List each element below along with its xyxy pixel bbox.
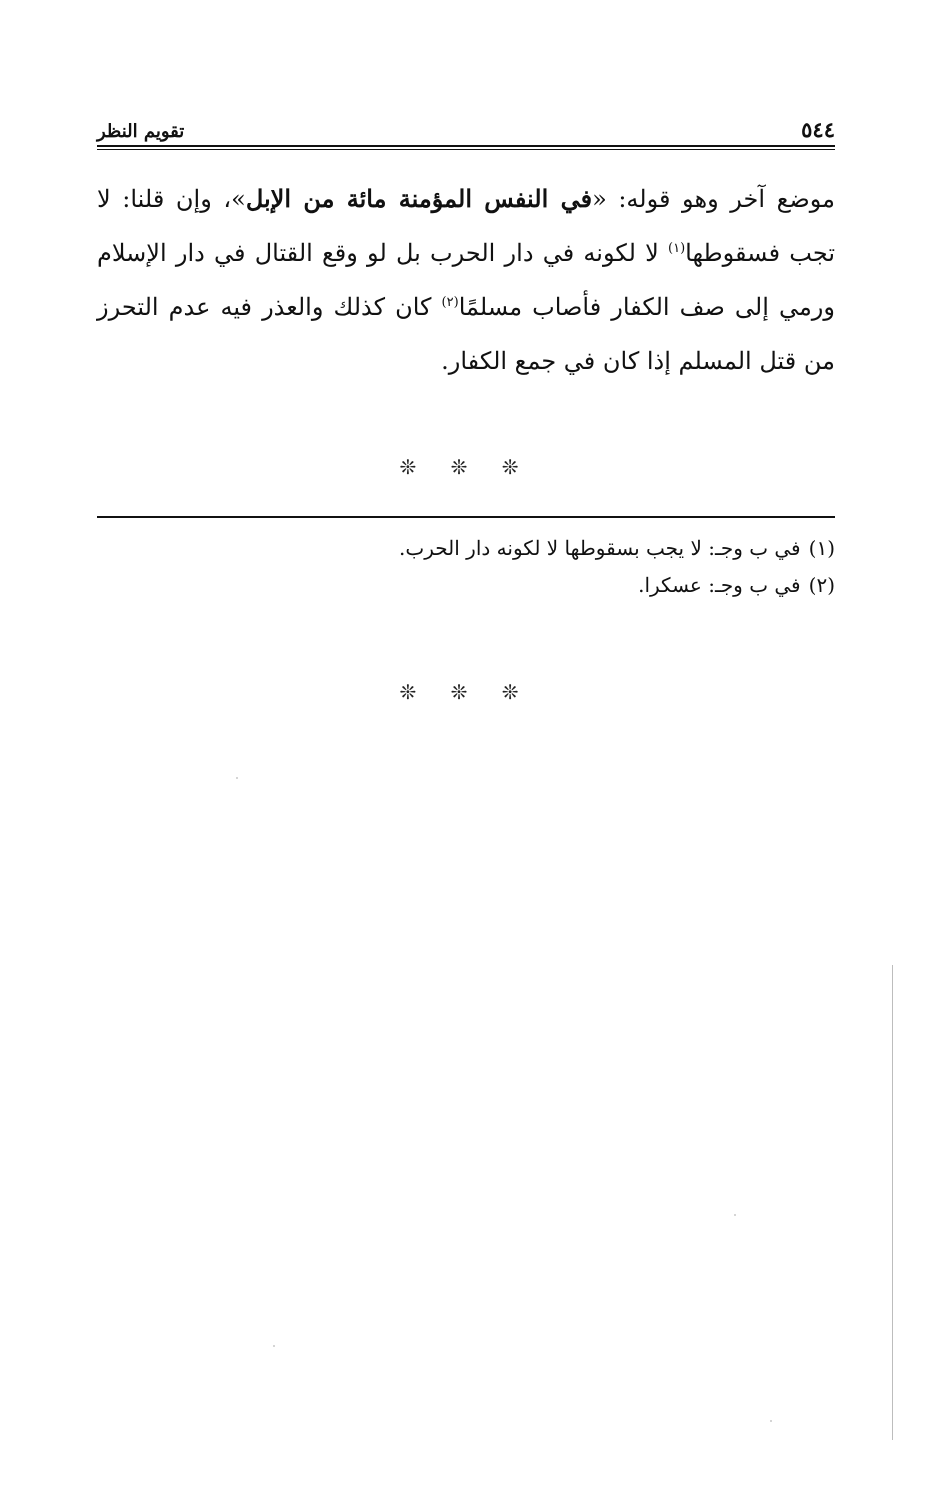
footnote-marker-2[interactable]: (٢)	[441, 295, 459, 310]
text-segment: »، وإن قلنا: لا تجب فسقوطها	[97, 185, 836, 267]
scan-speck	[770, 1420, 772, 1422]
section-separator: ❊ ❊ ❊	[399, 455, 533, 479]
main-text	[97, 172, 835, 388]
text-segment: لا لكونه في دار الحرب بل لو وقع القتال في دار الإسلام ورمي إلى صف الكفار فأصاب مسلمًا	[97, 239, 835, 321]
hadith-quote: في النفس المؤمنة مائة من الإبل	[245, 184, 593, 213]
footnote-text: في ب وجـ: عسكرا.	[638, 573, 801, 597]
footnote-1	[97, 530, 835, 567]
footnote-text: في ب وجـ: لا يجب بسقوطها لا لكونه دار الحرب.	[399, 536, 801, 560]
page-number: ٥٤٤	[801, 117, 835, 142]
header-rule	[97, 145, 835, 150]
main-paragraph	[97, 172, 835, 388]
footnote-number: (١)	[808, 536, 835, 560]
text-segment: كان كذلك والعذر فيه عدم التحرز من قتل المسلم إذا كان في جمع الكفار.	[97, 293, 835, 375]
footnotes	[97, 530, 835, 604]
footnote-rule	[97, 516, 835, 518]
scan-speck	[273, 1345, 275, 1347]
scan-speck	[734, 1214, 736, 1216]
footnote-marker-1[interactable]: (١)	[668, 241, 686, 256]
end-separator: ❊ ❊ ❊	[399, 680, 533, 704]
footnote-2	[97, 567, 835, 604]
scan-speck	[236, 777, 238, 779]
running-title: تقويم النظر	[97, 121, 185, 142]
scan-margin-line	[892, 965, 893, 1440]
text-segment: موضع آخر وهو قوله: «	[592, 185, 836, 213]
footnote-number: (٢)	[808, 573, 835, 597]
page-header	[97, 108, 835, 142]
